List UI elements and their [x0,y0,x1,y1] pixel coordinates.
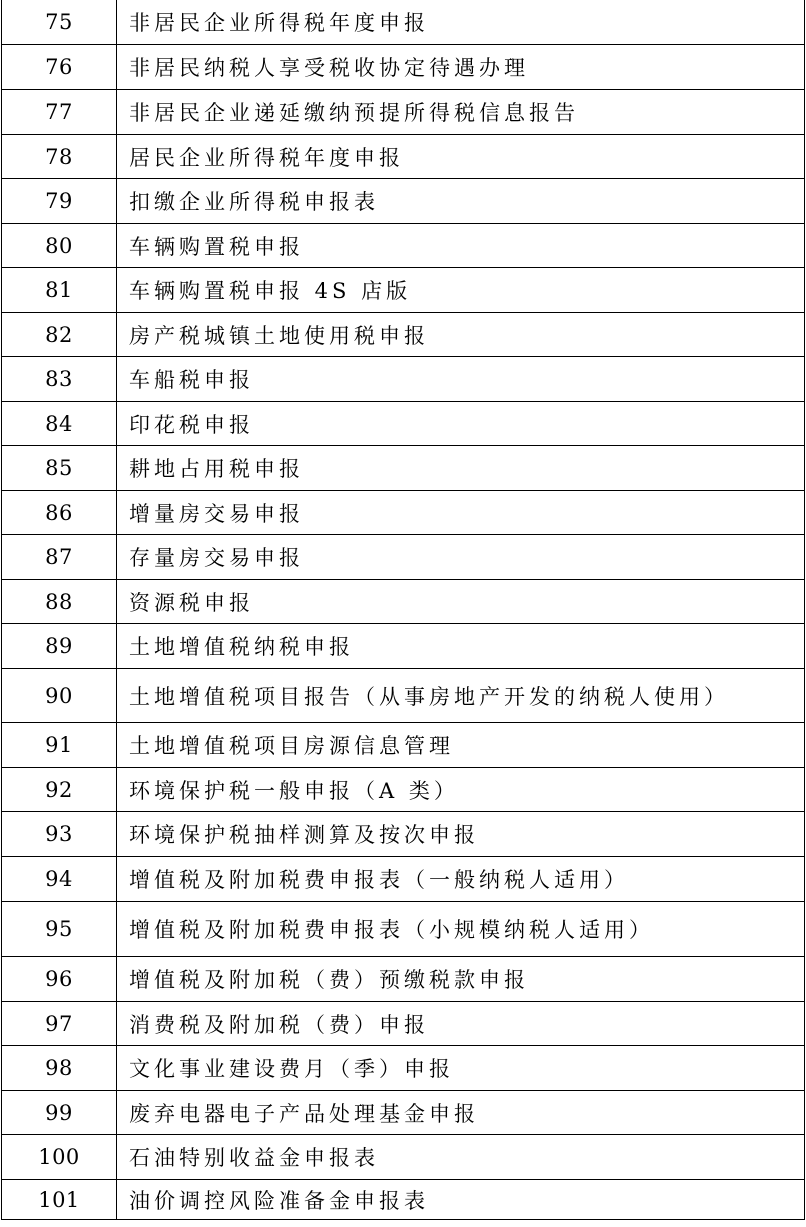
row-number: 93 [2,812,117,856]
table-row [2,313,804,357]
row-item-name: 土地增值税纳税申报 [129,635,354,659]
table-row [2,446,804,491]
row-number: 95 [2,902,117,956]
row-number: 92 [2,768,117,811]
table-row [2,90,804,135]
row-number: 96 [2,957,117,1001]
row-number: 77 [2,90,117,134]
row-number: 89 [2,624,117,668]
table-row [2,491,804,535]
tax-service-table [1,0,805,1220]
row-item-name: 石油特别收益金申报表 [129,1146,379,1170]
row-item-name: 文化事业建设费月（季）申报 [129,1057,454,1081]
table-row [2,268,804,313]
table-row [2,669,804,723]
row-item-name: 房产税城镇土地使用税申报 [129,323,429,348]
table-row [2,580,804,624]
row-number: 99 [2,1091,117,1134]
row-item-name: 油价调控风险准备金申报表 [129,1188,429,1213]
table-row [2,768,804,812]
row-number: 81 [2,268,117,312]
table-row [2,1180,804,1220]
row-item-name: 车辆购置税申报 4S 店版 [129,279,412,303]
table-row [2,957,804,1002]
row-item-name: 车辆购置税申报 [129,234,304,259]
row-number: 86 [2,491,117,534]
table-row [2,1046,804,1091]
row-number: 75 [2,0,117,44]
row-item-name: 存量房交易申报 [129,546,304,570]
row-number: 85 [2,446,117,490]
table-row [2,624,804,669]
row-number: 88 [2,580,117,623]
row-item-name: 非居民纳税人享受税收协定待遇办理 [129,56,529,80]
table-row [2,0,804,45]
row-item-name: 增值税及附加税费申报表（一般纳税人适用） [129,868,629,892]
table-row [2,1135,804,1180]
row-number: 97 [2,1002,117,1045]
row-number: 84 [2,402,117,445]
row-item-name: 扣缴企业所得税申报表 [129,190,379,214]
row-item-name: 环境保护税一般申报（A 类） [129,778,459,803]
row-number: 90 [2,669,117,722]
table-row [2,1091,804,1135]
row-number: 76 [2,45,117,89]
row-item-name: 消费税及附加税（费）申报 [129,1012,429,1037]
row-number: 78 [2,135,117,178]
row-item-name: 土地增值税项目房源信息管理 [129,734,454,758]
row-item-name: 环境保护税抽样测算及按次申报 [129,823,479,847]
table-row [2,535,804,580]
table-row [2,902,804,957]
table-row [2,402,804,446]
row-number: 101 [2,1180,117,1219]
row-item-name: 增值税及附加税（费）预缴税款申报 [129,968,529,992]
table-row [2,45,804,90]
row-number: 79 [2,179,117,223]
table-row [2,723,804,768]
row-number: 87 [2,535,117,579]
row-item-name: 废弃电器电子产品处理基金申报 [129,1101,479,1126]
row-item-name: 居民企业所得税年度申报 [129,145,404,170]
row-item-name: 耕地占用税申报 [129,457,304,481]
row-item-name: 资源税申报 [129,590,254,615]
row-item-name: 车船税申报 [129,368,254,392]
row-number: 94 [2,857,117,901]
table-row [2,135,804,179]
row-item-name: 增值税及附加税费申报表（小规模纳税人适用） [129,918,654,942]
row-item-name: 非居民企业递延缴纳预提所得税信息报告 [129,101,579,125]
table-row [2,857,804,902]
row-item-name: 印花税申报 [129,412,254,437]
table-row [2,1002,804,1046]
row-item-name: 非居民企业所得税年度申报 [129,11,429,35]
row-item-name: 增量房交易申报 [129,501,304,526]
table-row [2,812,804,857]
table-row [2,357,804,402]
row-number: 98 [2,1046,117,1090]
row-number: 82 [2,313,117,356]
row-item-name: 土地增值税项目报告（从事房地产开发的纳税人使用） [129,684,729,709]
table-row [2,179,804,224]
row-number: 100 [2,1135,117,1179]
table-row [2,224,804,268]
row-number: 83 [2,357,117,401]
row-number: 80 [2,224,117,267]
row-number: 91 [2,723,117,767]
